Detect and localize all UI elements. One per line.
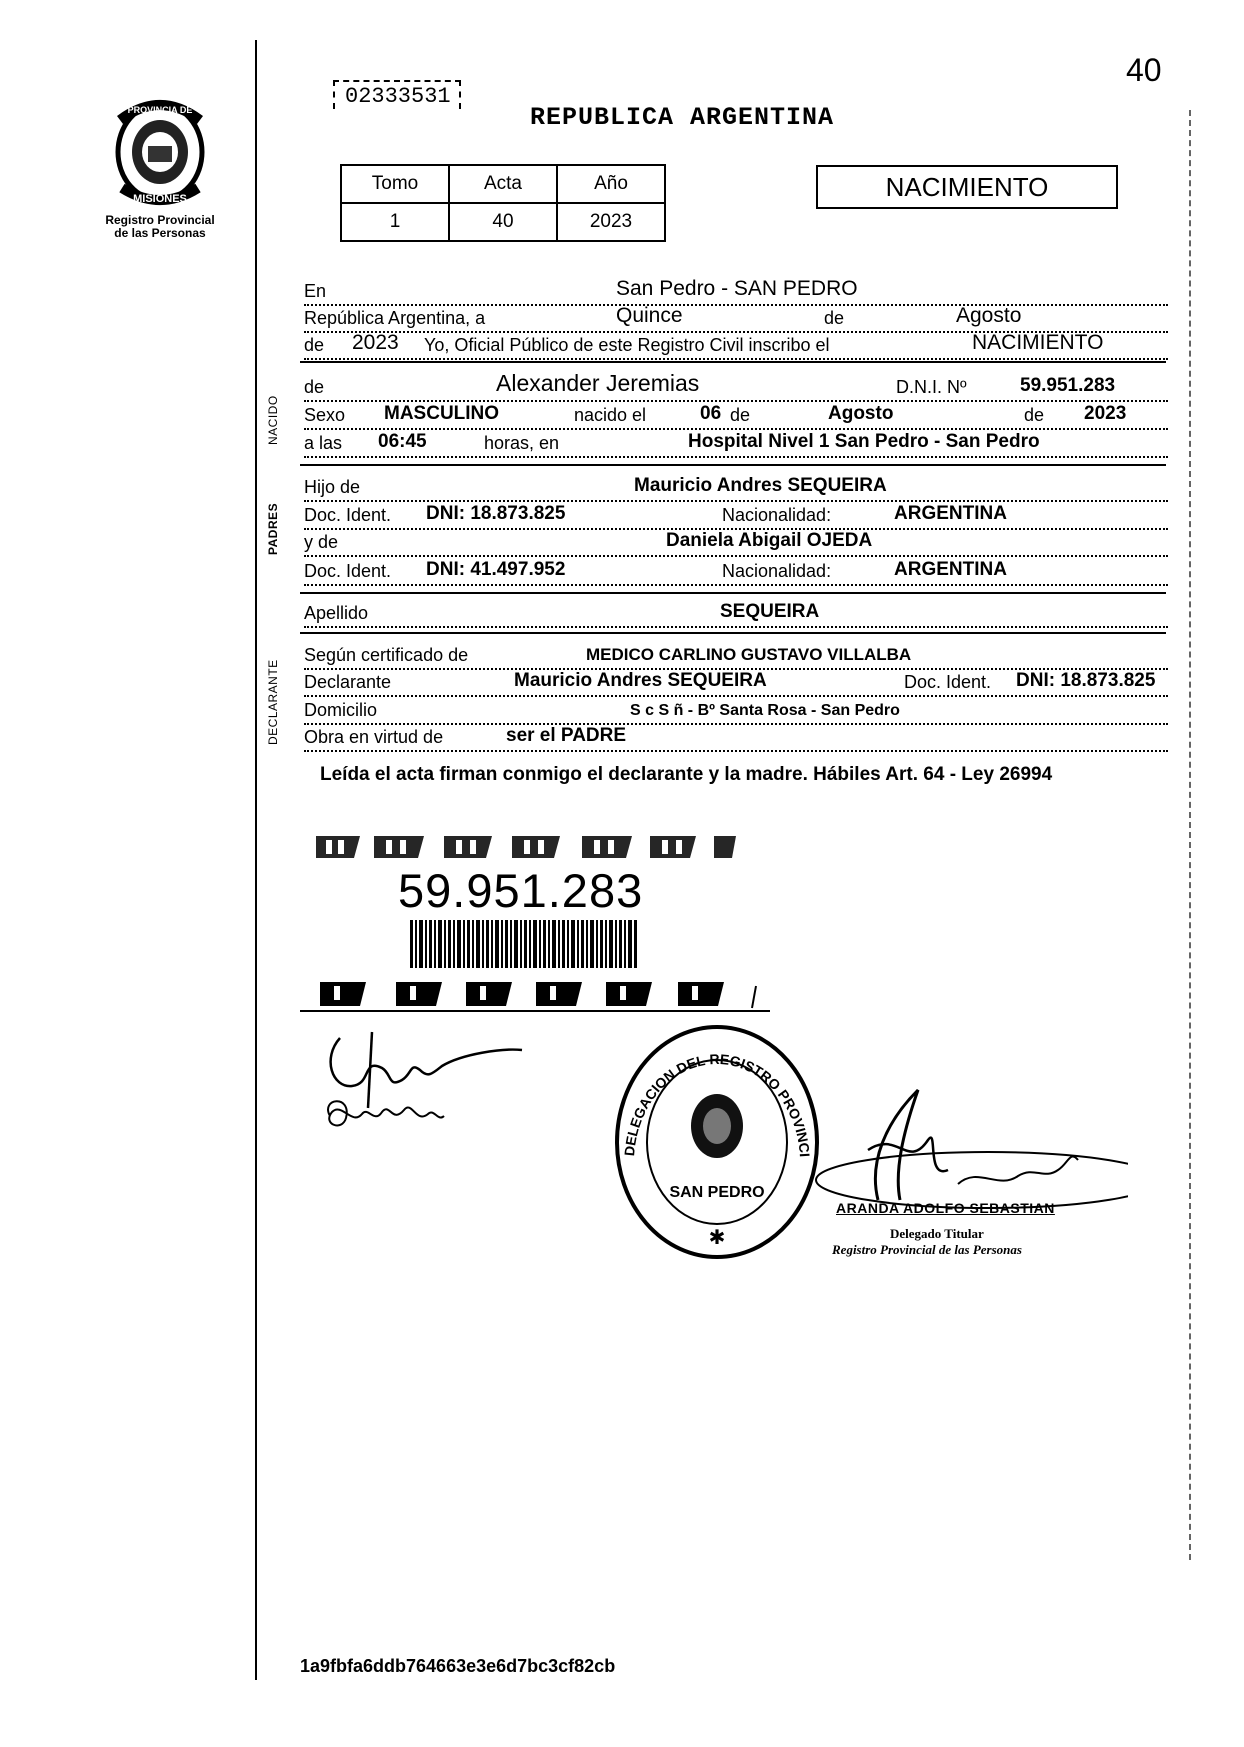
right-edge-line (1189, 110, 1193, 1560)
value-madre-nac: ARGENTINA (894, 559, 1007, 580)
registry-table (340, 164, 666, 242)
label-nacido: nacido el (574, 405, 647, 425)
label-apellido: Apellido (304, 603, 369, 623)
label-hijo: Hijo de (304, 477, 361, 497)
label-birth-de: de (730, 405, 751, 425)
label-obra: Obra en virtud de (304, 727, 444, 747)
value-apellido: SEQUEIRA (720, 601, 820, 622)
value-madre-doc: DNI: 41.497.952 (426, 559, 566, 580)
value-certificado: MEDICO CARLINO GUSTAVO VILLALBA (586, 645, 912, 664)
label-doc: Doc. Ident. (304, 561, 392, 581)
section-label-declarante: DECLARANTE (266, 659, 280, 745)
stamp-city: SAN PEDRO (669, 1184, 765, 1201)
value-padre: Mauricio Andres SEQUEIRA (634, 475, 887, 496)
country-title: REPUBLICA ARGENTINA (530, 103, 835, 132)
official-office: Registro Provincial de las Personas (832, 1242, 1022, 1257)
label-birth-de2: de (1024, 405, 1045, 425)
svg-text:✱: ✱ (708, 1227, 726, 1249)
row-sexo (304, 400, 1168, 430)
label-horas: horas, en (484, 433, 560, 453)
value-month: Agosto (956, 304, 1022, 327)
label-sexo: Sexo (304, 405, 346, 425)
security-pattern-top (316, 832, 766, 867)
value-lugar: Hospital Nivel 1 San Pedro - San Pedro (688, 431, 1040, 452)
row-madre (304, 527, 1168, 557)
barcode (410, 920, 638, 973)
value-day: Quince (616, 304, 683, 327)
official-name: ARANDA ADOLFO SEBASTIAN (836, 1200, 1055, 1216)
svg-text:MISIONES: MISIONES (133, 193, 187, 205)
value-anio: 2023 (557, 203, 665, 241)
section-label-padres: PADRES (266, 502, 280, 555)
value-year: 2023 (352, 331, 399, 354)
stamp-text: DELEGACION DEL REGISTRO PROVINCI (621, 1050, 813, 1158)
section-divider (300, 632, 1166, 634)
label-domicilio: Domicilio (304, 700, 378, 720)
value-hora: 06:45 (378, 431, 427, 452)
row-fecha (304, 303, 1168, 333)
closing-text: Leída el acta firman conmigo el declarante y la madre. Hábiles Art. 64 - Ley 26994 (320, 764, 1053, 785)
row-obra (304, 722, 1168, 752)
official-stamp (612, 1022, 822, 1267)
logo-caption (90, 214, 230, 240)
logo-caption-line1: Registro Provincial (105, 213, 215, 227)
value-padre-doc: DNI: 18.873.825 (426, 503, 566, 524)
page-number: 40 (1126, 52, 1162, 88)
section-label-nacido: NACIDO (266, 395, 280, 445)
label-doc: Doc. Ident. (304, 505, 392, 525)
row-oficial (304, 330, 1168, 360)
document-hash: 1a9fbfa6ddb764663e3e6d7bc3cf82cb (300, 1656, 616, 1676)
label-alas: a las (304, 433, 343, 453)
label-certificado: Según certificado de (304, 645, 469, 665)
value-padre-nac: ARGENTINA (894, 503, 1007, 524)
value-birth-day: 06 (700, 403, 722, 424)
margin-line (255, 40, 257, 1680)
label-de2: de (304, 335, 325, 355)
value-en: San Pedro - SAN PEDRO (616, 277, 858, 300)
label-declarante: Declarante (304, 672, 392, 692)
row-padre-doc (304, 500, 1168, 530)
label-republica: República Argentina, a (304, 308, 486, 328)
label-en: En (304, 281, 327, 301)
value-decl-doc: DNI: 18.873.825 (1016, 670, 1156, 691)
svg-text:PROVINCIA DE: PROVINCIA DE (127, 105, 193, 115)
value-nombre: Alexander Jeremias (496, 370, 700, 396)
value-birth-year: 2023 (1084, 403, 1127, 424)
header-tomo: Tomo (341, 165, 449, 203)
signature-right (808, 1080, 1128, 1215)
label-nacionalidad: Nacionalidad: (722, 561, 832, 581)
row-certificado (304, 640, 1168, 670)
label-oficial: Yo, Oficial Público de este Registro Civil inscribo el (424, 335, 830, 355)
value-acto: NACIMIENTO (972, 331, 1104, 354)
row-madre-doc (304, 556, 1168, 586)
security-pattern-bottom (300, 976, 770, 1021)
header-acta: Acta (449, 165, 557, 203)
label-de: de (824, 308, 845, 328)
value-declarante: Mauricio Andres SEQUEIRA (514, 670, 767, 691)
section-divider (300, 361, 1166, 363)
label-yde: y de (304, 532, 339, 552)
row-apellido (304, 598, 1168, 628)
header-anio: Año (557, 165, 665, 203)
label-nombre: de (304, 377, 325, 397)
value-acta: 40 (449, 203, 557, 241)
record-type-box: NACIMIENTO (816, 165, 1118, 209)
label-decl-doc: Doc. Ident. (904, 672, 992, 692)
value-obra: ser el PADRE (506, 725, 627, 746)
logo-caption-line2: de las Personas (114, 226, 206, 240)
row-padre (304, 472, 1168, 502)
row-hora (304, 428, 1168, 458)
serial-number: 02333531 (333, 80, 461, 109)
label-dni: D.N.I. Nº (896, 377, 967, 397)
section-divider (300, 464, 1166, 466)
label-nacionalidad: Nacionalidad: (722, 505, 832, 525)
id-number-large: 59.951.283 (398, 864, 644, 917)
signature-left (312, 1028, 532, 1143)
section-divider (300, 592, 1166, 594)
value-sexo: MASCULINO (384, 403, 500, 424)
value-dni: 59.951.283 (1020, 375, 1116, 396)
official-title: Delegado Titular (890, 1226, 984, 1241)
row-en (304, 276, 1168, 306)
row-domicilio (304, 695, 1168, 725)
value-domicilio: S c S ñ - Bº Santa Rosa - San Pedro (630, 702, 900, 719)
row-declarante (304, 667, 1168, 697)
row-nombre (304, 372, 1168, 402)
value-tomo: 1 (341, 203, 449, 241)
value-madre: Daniela Abigail OJEDA (666, 530, 873, 551)
value-birth-month: Agosto (828, 403, 894, 424)
